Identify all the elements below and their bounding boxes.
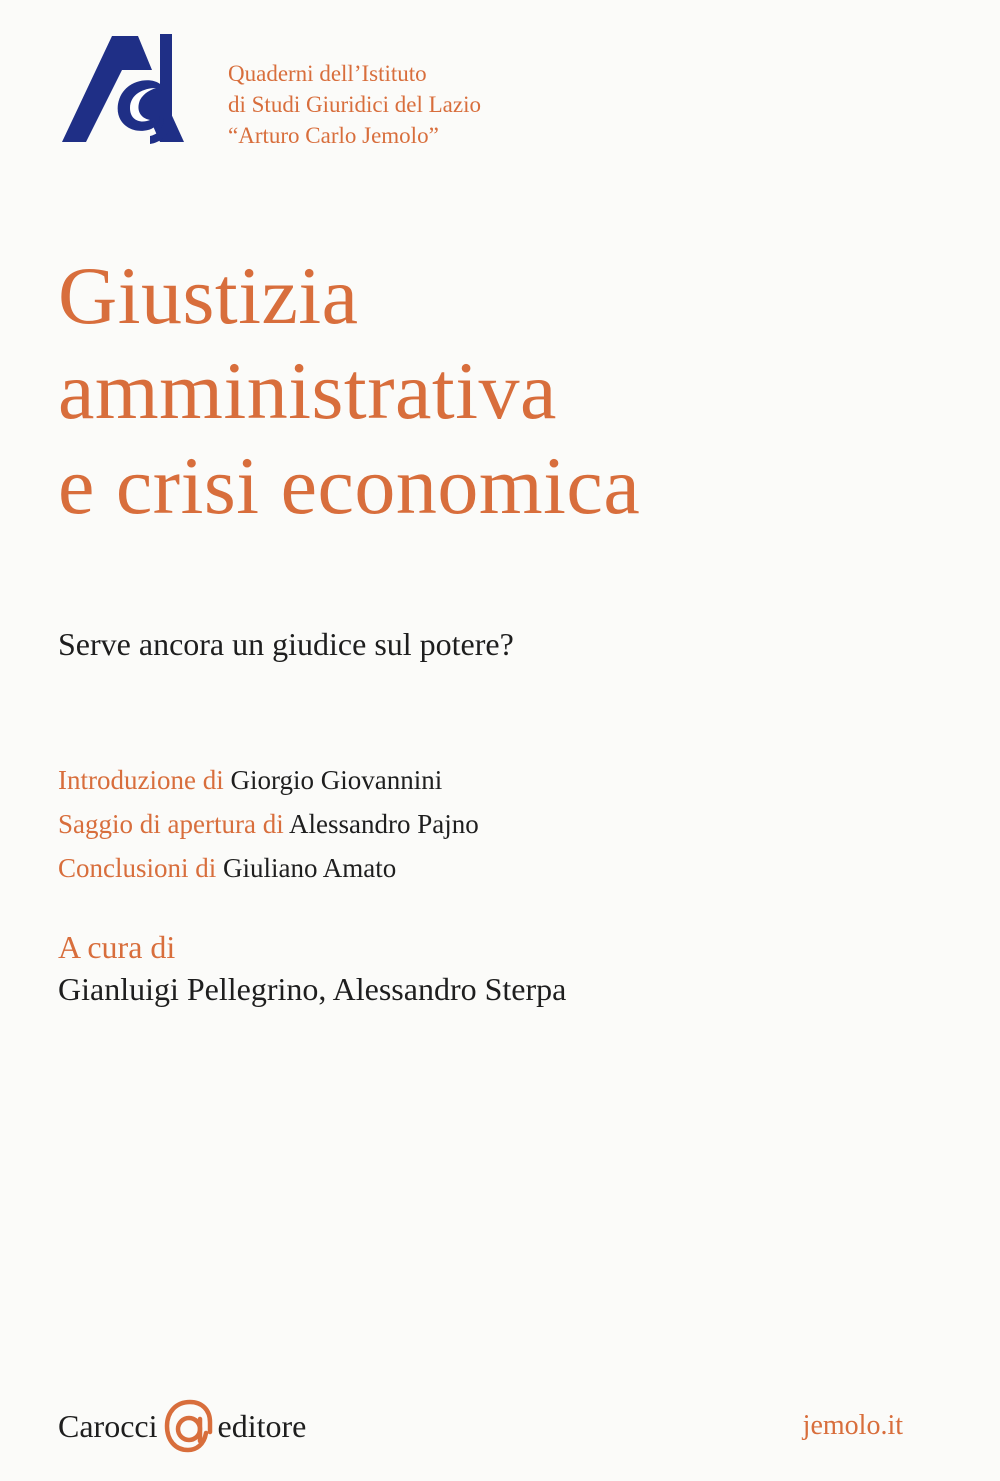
credit-name: Giorgio Giovannini [230,765,443,795]
credit-name: Alessandro Pajno [288,809,479,839]
contributors [58,758,479,890]
series-name [228,58,481,151]
publisher-logo [58,1398,306,1454]
credit-role: Saggio di apertura di [58,809,284,839]
editors-block [58,926,566,1010]
series-line-1: Quaderni dell’Istituto [228,61,427,86]
credit-role: Conclusioni di [58,853,217,883]
title-line-2: amministrativa [58,345,557,436]
credit-opening-essay [58,802,479,846]
book-subtitle: Serve ancora un giudice sul potere? [58,626,514,662]
publisher-name-left: Carocci [58,1407,158,1444]
credit-role: Introduzione di [58,765,224,795]
credit-name: Giuliano Amato [223,853,397,883]
credit-conclusions [58,846,479,890]
book-title [58,248,640,533]
publisher-at-icon [162,1399,216,1453]
publisher-name-right: editore [217,1407,307,1444]
series-line-2: di Studi Giuridici del Lazio [228,92,481,117]
series-line-3: “Arturo Carlo Jemolo” [228,123,439,148]
credit-introduction [58,758,479,802]
editors-names: Gianluigi Pellegrino, Alessandro Sterpa [58,971,567,1007]
website-url: jemolo.it [802,1410,903,1441]
title-line-1: Giustizia [58,250,359,341]
title-line-3: e crisi economica [58,440,641,531]
editors-label: A cura di [58,929,176,965]
institute-logo [60,30,195,155]
